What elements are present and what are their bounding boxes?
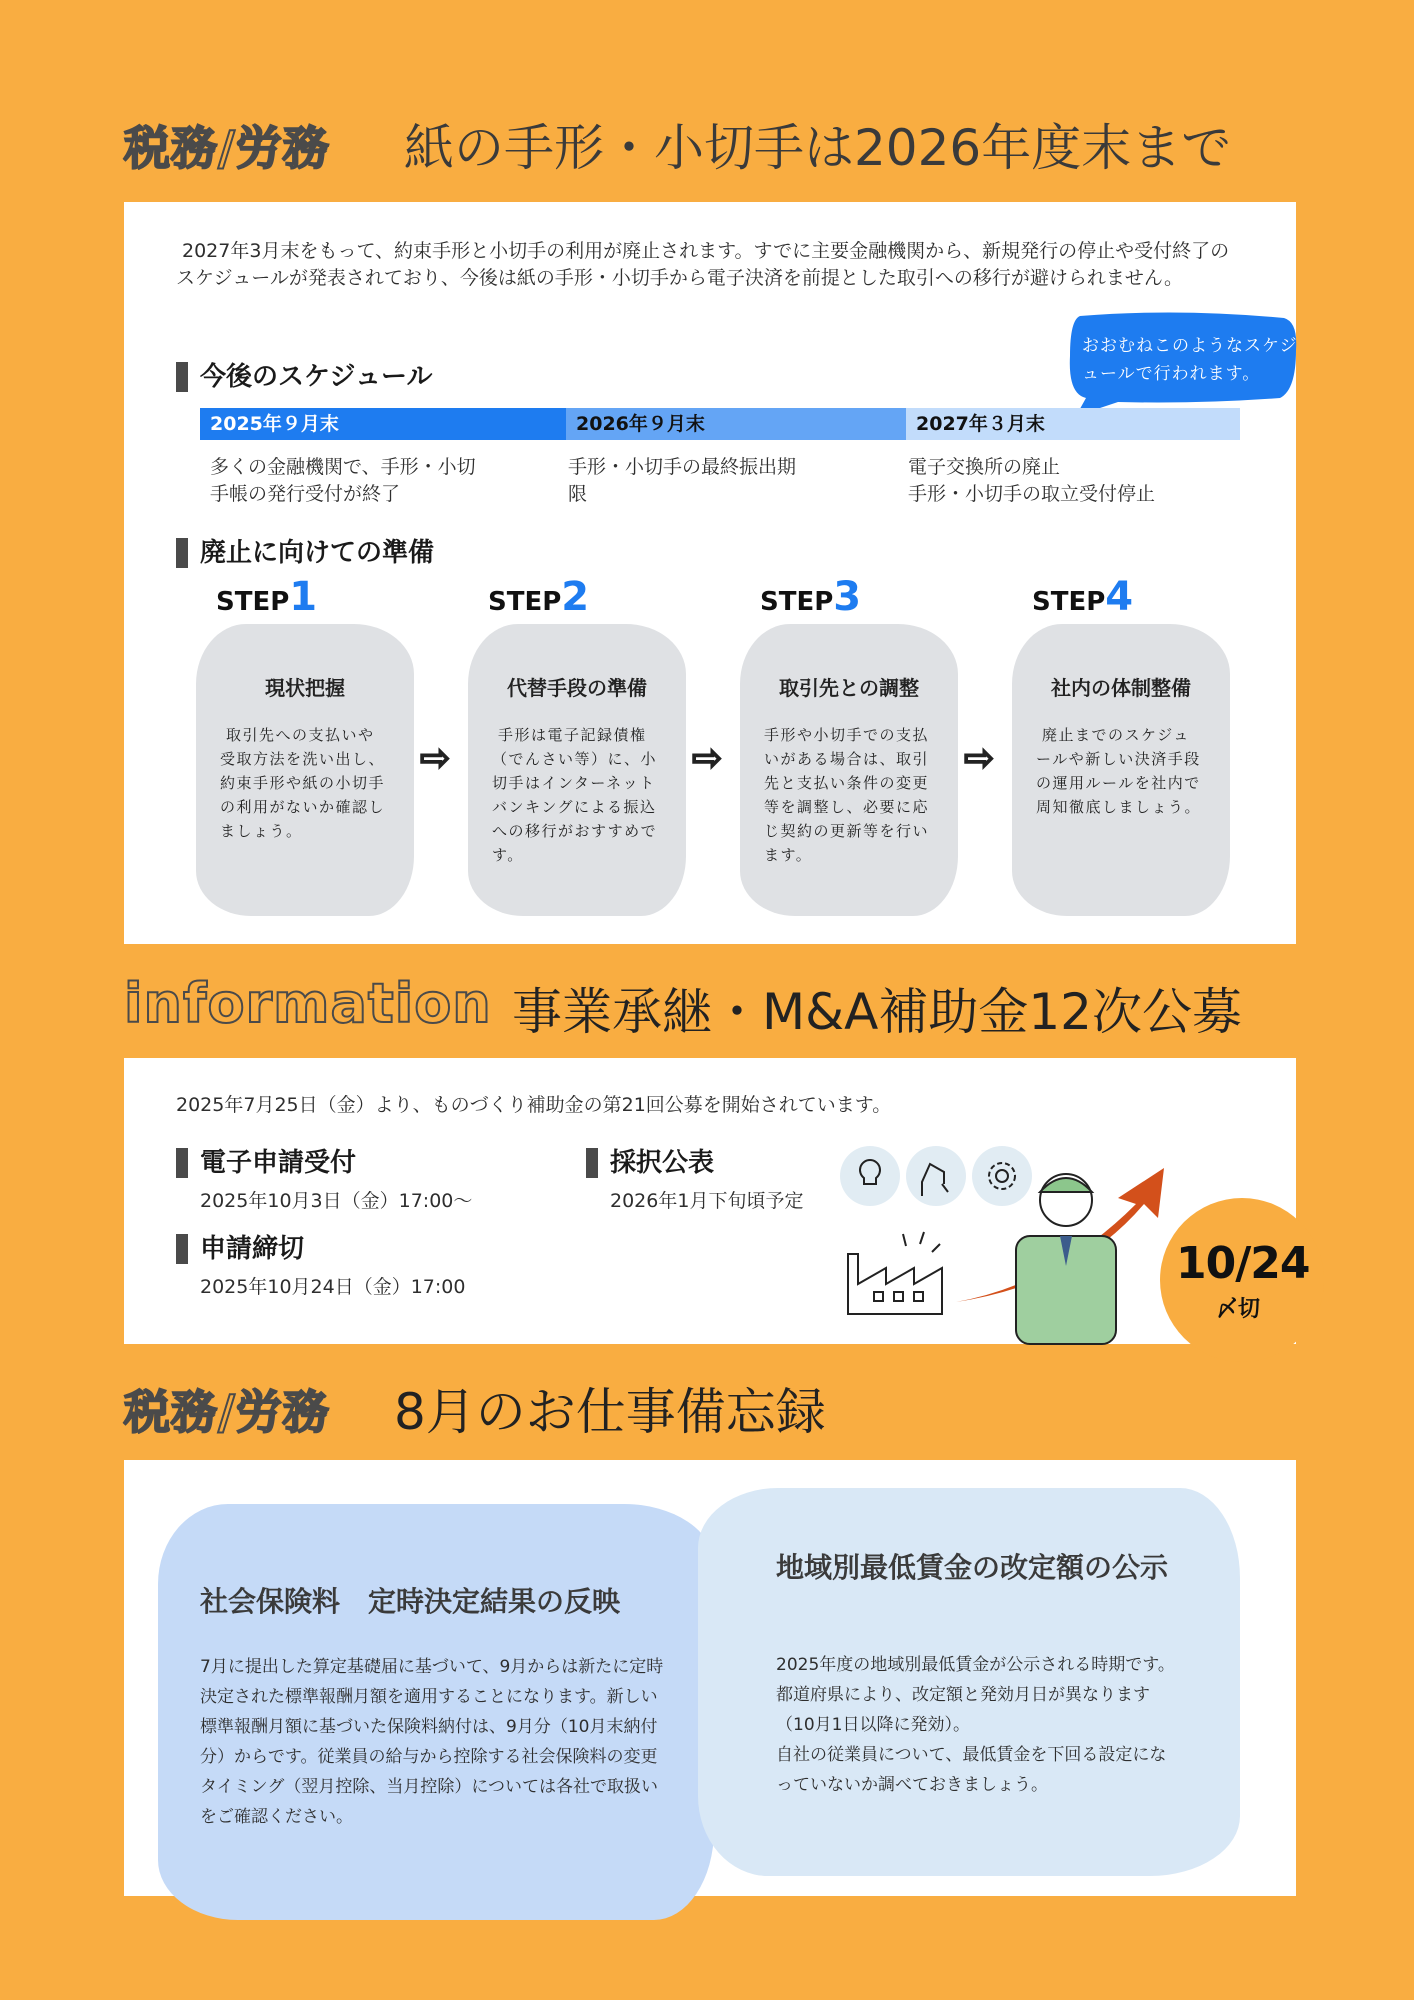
section-title-august: 8月のお仕事備忘録 <box>394 1383 826 1441</box>
gear-icon <box>972 1146 1032 1206</box>
timeline-date-1: 2025年９月末 <box>200 408 566 440</box>
step-label-3 <box>760 574 861 620</box>
section2-panel <box>124 1058 1310 1344</box>
step-title-2: 代替手段の準備 <box>507 676 647 700</box>
speech-bubble-text: おおむねこのようなスケジュールで行われます。 <box>1082 336 1298 384</box>
step-title-3: 取引先との調整 <box>779 676 919 700</box>
preparation-heading: 廃止に向けての準備 <box>176 538 434 568</box>
step-number: 2 <box>561 574 590 620</box>
step-label-4 <box>1032 574 1133 620</box>
intro-text: 2027年3月末をもって、約束手形と小切手の利用が廃止されます。すでに主要金融機関から、新規発行の停止や受付終了のスケジュールが発表されており、今後は紙の手形・小切手から電子決済を前提とした取引への移行が避けられません。 <box>176 240 1230 289</box>
robot-arm-icon <box>906 1146 966 1206</box>
card-social-insurance-title: 社会保険料 定時決定結果の反映 <box>200 1585 621 1618</box>
section-tag-tax-labor-2: 税務/労務 <box>124 1385 330 1439</box>
step-text-1: 取引先への支払いや受取方法を洗い出し、約束手形や紙の小切手の利用がないか確認しましょう。 <box>220 726 386 840</box>
step-title-4: 社内の体制整備 <box>1051 676 1191 700</box>
step-title-1: 現状把握 <box>265 676 345 700</box>
step-card-4 <box>1012 624 1230 916</box>
subsidy-intro: 2025年7月25日（金）より、ものづくり補助金の第21回公募を開始されています。 <box>176 1094 892 1116</box>
section-tag-tax-labor-1: 税務/労務 <box>124 121 330 175</box>
card-minimum-wage-title: 地域別最低賃金の改定額の公示 <box>776 1551 1169 1584</box>
speech-bubble <box>1066 310 1298 406</box>
step-card-2 <box>468 624 686 916</box>
card-minimum-wage-text: 2025年度の地域別最低賃金が公示される時期です。都道府県により、改定額と発効月日が異なります（10月1日以降に発効）。 自社の従業員について、最低賃金を下回る設定になっていないか調べておきましょう。 <box>776 1655 1175 1795</box>
step-text-2: 手形は電子記録債権（でんさい等）に、小切手はインターネットバンキングによる振込への移行がおすすめです。 <box>492 726 658 864</box>
step-word: STEP <box>216 587 290 617</box>
step-text-3: 手形や小切手での支払いがある場合は、取引先と支払い条件の変更等を調整し、必要に応じ契約の更新等を行います。 <box>764 726 930 864</box>
deadline-badge-label: 〆切 <box>1216 1297 1261 1322</box>
card-minimum-wage <box>698 1488 1240 1876</box>
worker-illustration <box>836 1144 1216 1344</box>
step-number: 3 <box>833 574 862 620</box>
adoption-heading: 採択公表 <box>586 1148 714 1178</box>
adoption-date: 2026年1月下旬頃予定 <box>610 1190 804 1212</box>
step-word: STEP <box>760 587 834 617</box>
arrow-right-icon: ⇨ <box>420 738 451 779</box>
e-application-heading: 電子申請受付 <box>176 1148 356 1178</box>
step-number: 1 <box>289 574 318 620</box>
step-label-2 <box>488 574 589 620</box>
timeline-date-2: 2026年９月末 <box>566 408 906 440</box>
step-word: STEP <box>1032 587 1106 617</box>
worker-icon <box>1016 1174 1116 1344</box>
card-social-insurance-text: 7月に提出した算定基礎届に基づいて、9月からは新たに定時決定された標準報酬月額を適用することになります。新しい標準報酬月額に基づいた保険料納付は、9月分（10月末納付分）からです。従業員の給与から控除する社会保険料の変更タイミング（翌月控除、当月控除）については各社で取扱いをご確認ください。 <box>200 1657 664 1827</box>
section-title-tegata: 紙の手形・小切手は2026年度末まで <box>404 119 1232 177</box>
section-tag-information: information <box>124 972 492 1035</box>
section1-panel <box>124 202 1296 944</box>
timeline-desc-2: 手形・小切手の最終振出期限 <box>568 456 797 505</box>
deadline-badge-date: 10/24 <box>1176 1238 1310 1289</box>
step-text-4: 廃止までのスケジュールや新しい決済手段の運用ルールを社内で周知徹底しましょう。 <box>1036 726 1202 816</box>
timeline-desc-1: 多くの金融機関で、手形・小切手帳の発行受付が終了 <box>210 456 476 505</box>
deadline-date: 2025年10月24日（金）17:00 <box>200 1276 466 1298</box>
arrow-right-icon: ⇨ <box>692 738 723 779</box>
step-label-1 <box>216 574 317 620</box>
card-social-insurance <box>158 1504 714 1920</box>
timeline-desc-3: 電子交換所の廃止 手形・小切手の取立受付停止 <box>908 456 1156 505</box>
step-card-1 <box>196 624 414 916</box>
arrow-right-icon: ⇨ <box>964 738 995 779</box>
deadline-heading: 申請締切 <box>176 1234 304 1264</box>
step-word: STEP <box>488 587 562 617</box>
step-card-3 <box>740 624 958 916</box>
timeline-bar <box>200 408 1240 440</box>
e-application-date: 2025年10月3日（金）17:00～ <box>200 1190 473 1212</box>
step-number: 4 <box>1105 574 1134 620</box>
section-title-subsidy: 事業承継・M&A補助金12次公募 <box>512 983 1242 1041</box>
schedule-heading: 今後のスケジュール <box>176 362 432 392</box>
deadline-badge <box>1160 1198 1324 1362</box>
factory-icon <box>848 1232 942 1314</box>
timeline-date-3: 2027年３月末 <box>906 408 1240 440</box>
lightbulb-icon <box>840 1146 900 1206</box>
